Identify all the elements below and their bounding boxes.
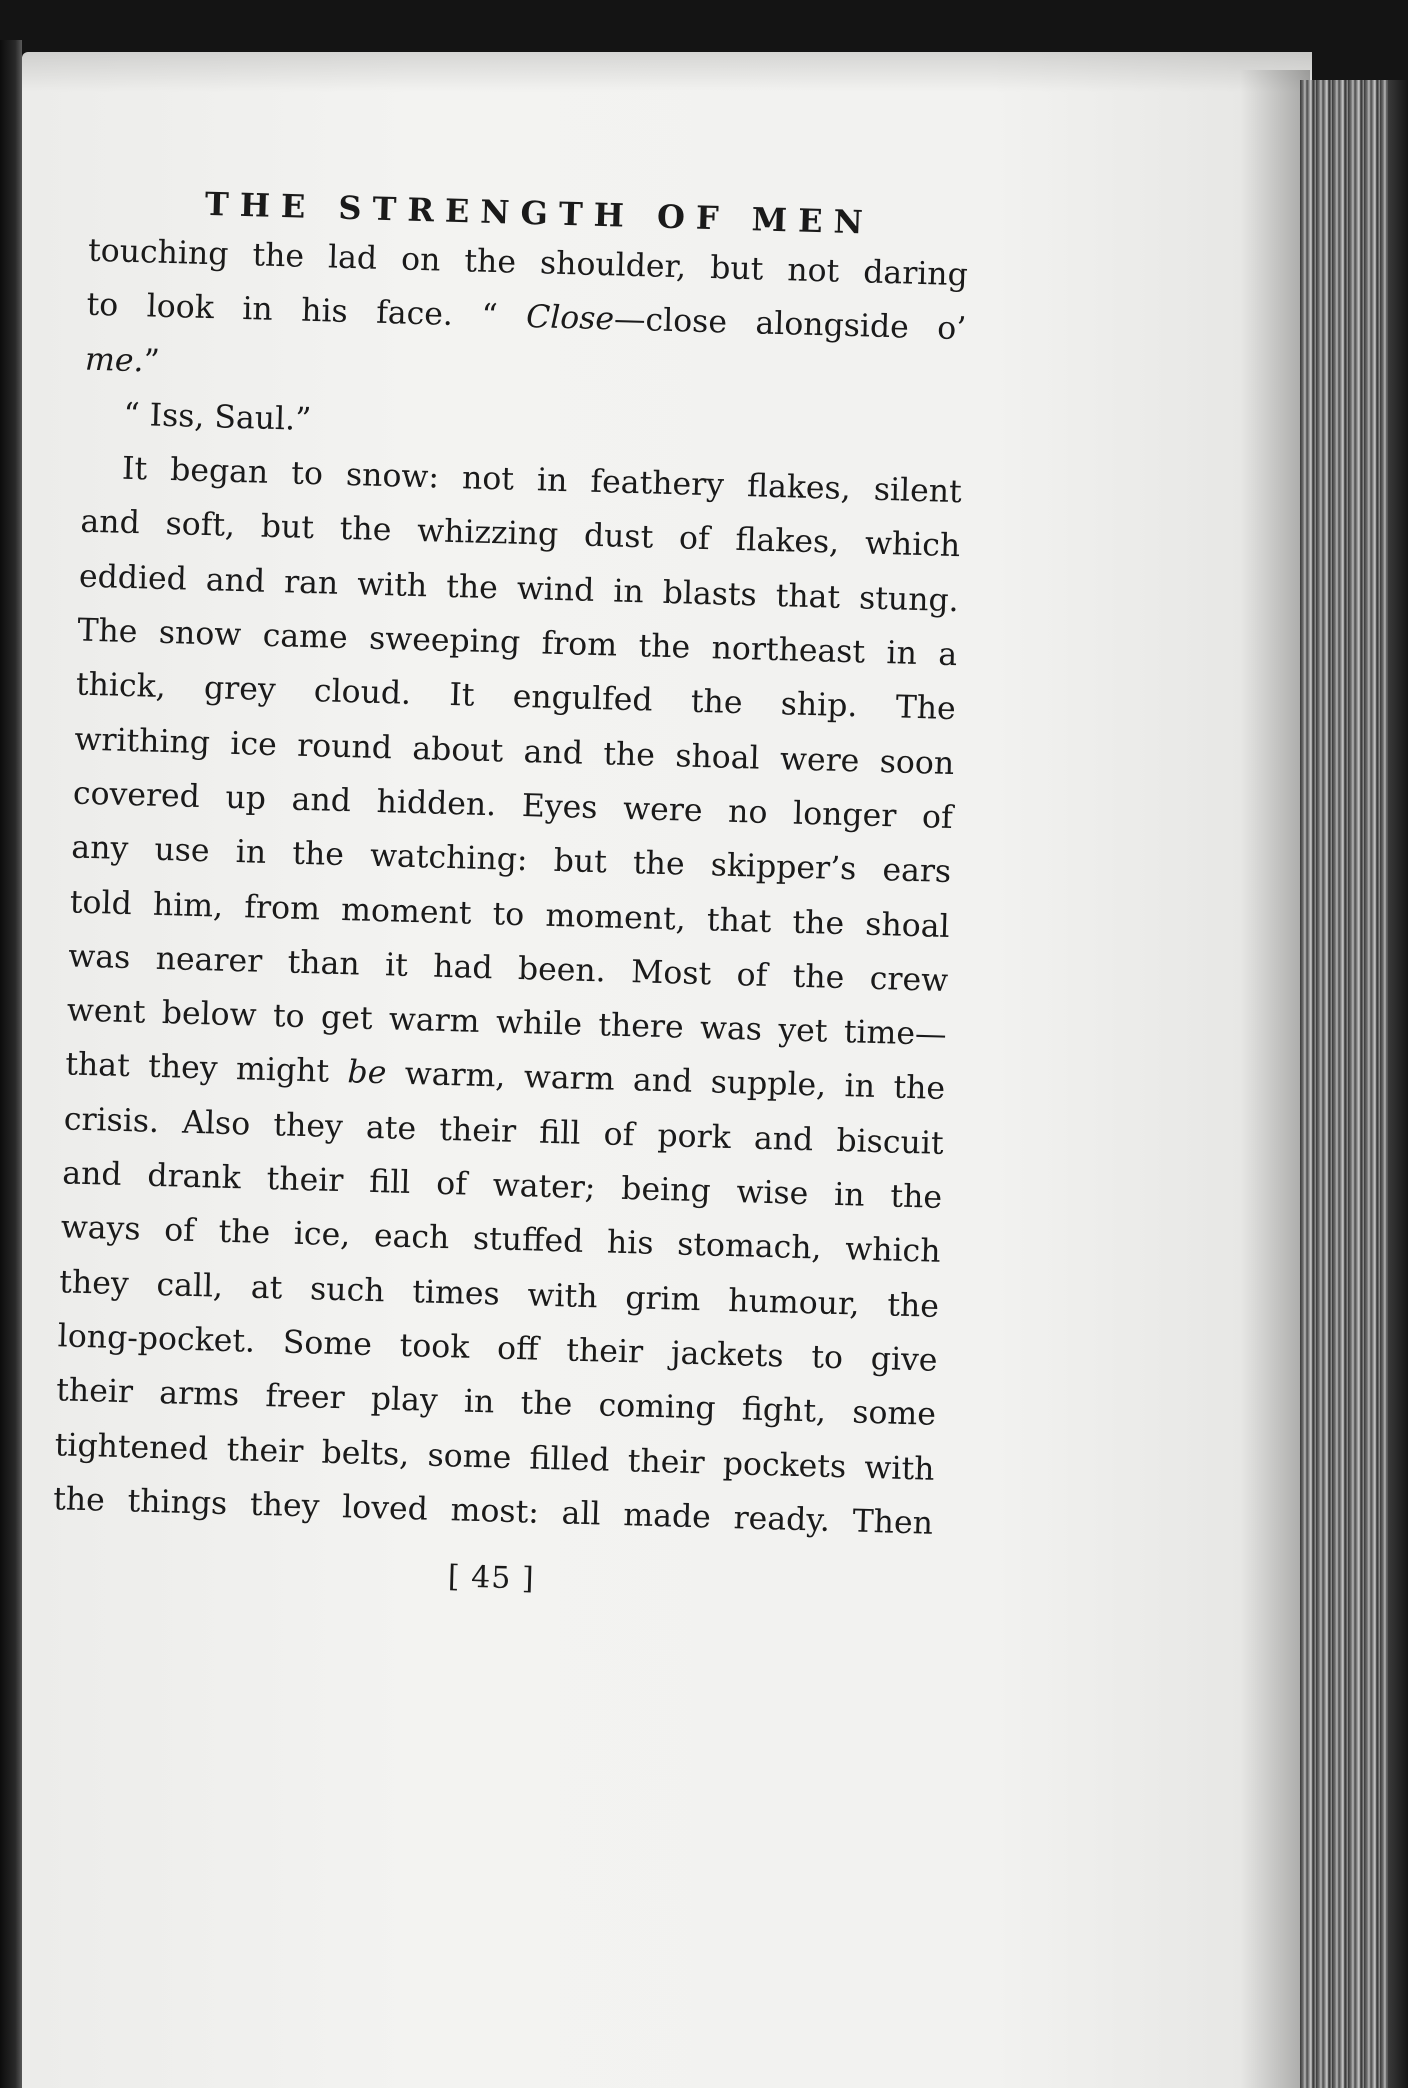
italic-text: be [347, 1054, 387, 1092]
body-text [53, 224, 969, 1551]
text-run: eddied and ran with the wind in blasts that stung. [78, 558, 960, 619]
text-run: —close alongside o’ [613, 301, 967, 348]
text-run: they call, at such times with grim humour, the [58, 1263, 940, 1325]
text-run: warm, warm and supple, in the [385, 1055, 946, 1108]
text-run: crisis. Also they ate their fill of pork and biscuit [63, 1101, 945, 1162]
text-run: “ Iss, Saul.” [123, 396, 312, 438]
page-number: [ 45 ] [447, 1559, 536, 1597]
text-run: their arms freer play in the coming fight, some [55, 1372, 937, 1434]
text-run: covered up and hidden. Eyes were no longer of [72, 775, 954, 837]
text-run: thick, grey cloud. It engulfed the ship. The [75, 666, 957, 728]
page-top-shadow [22, 52, 1312, 92]
book-fore-edge-dark [1388, 80, 1408, 2088]
running-head: THE STRENGTH OF MEN [204, 184, 875, 242]
text-run: ways of the ice, each stuffed his stomach, which [60, 1209, 942, 1271]
text-run: went below to get warm while there was yet time— [66, 992, 948, 1054]
text-run: and drank their fill of water; being wise in the [61, 1155, 943, 1216]
text-run: and soft, but the whizzing dust of flakes, which [80, 504, 961, 565]
text-run: touching the lad on the shoulder, but not daring [87, 232, 969, 294]
italic-text: me. [84, 341, 145, 379]
text-run: ” [143, 342, 161, 380]
text-run: long-pocket. Some took off their jackets to give [57, 1318, 938, 1379]
facing-page-edge [0, 40, 22, 2088]
text-run: to look in his face. “ [86, 286, 527, 336]
text-block [51, 178, 970, 1608]
text-run: that they might [64, 1046, 349, 1091]
text-run: the things they loved most: all made ready. Then [52, 1481, 934, 1542]
italic-text: Close [525, 299, 615, 338]
text-run: tightened their belts, some filled their pockets with [54, 1426, 935, 1488]
text-run: was nearer than it had been. Most of the crew [67, 938, 949, 999]
text-run: It began to snow: not in feathery flakes, silent [121, 450, 963, 511]
text-run: any use in the watching: but the skipper’s ears [70, 829, 952, 891]
text-run: The snow came sweeping from the northeast in a [77, 612, 958, 674]
text-run: writhing ice round about and the shoal were soon [73, 721, 955, 782]
text-run: told him, from moment to moment, that the shoal [69, 884, 951, 945]
